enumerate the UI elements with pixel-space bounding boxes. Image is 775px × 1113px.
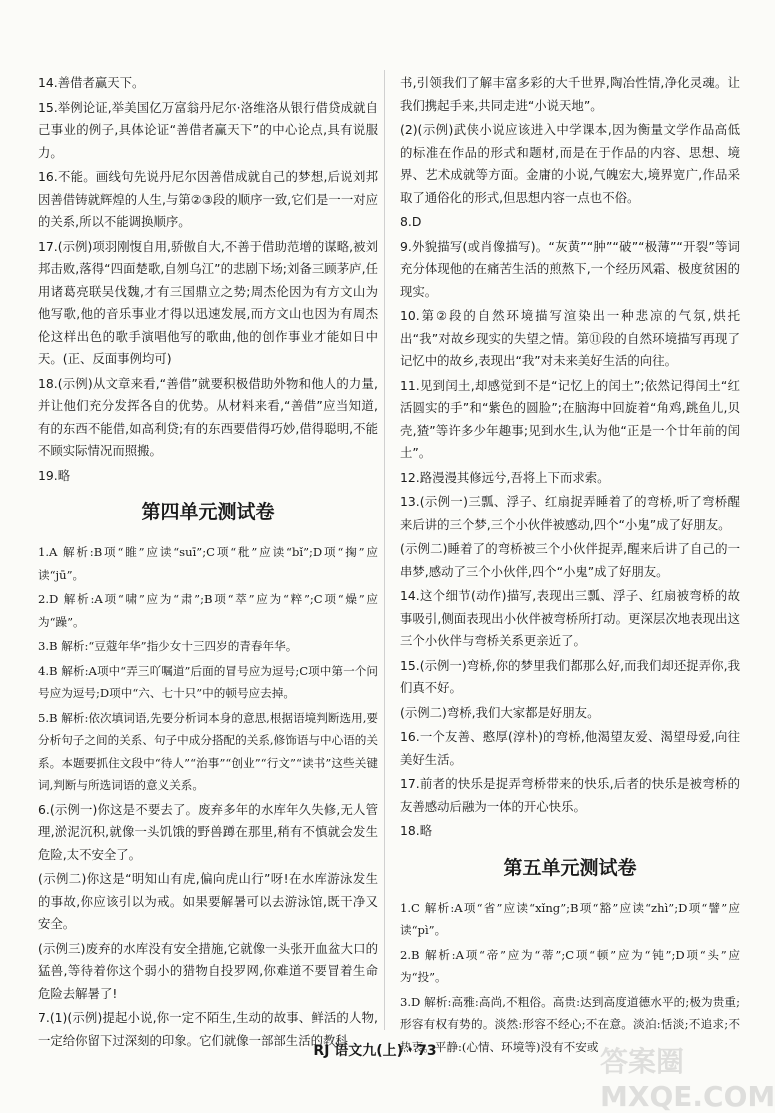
answer-paragraph: 7.(1)(示例)提起小说,你一定不陌生,生动的故事、鲜活的人物,一定给你留下过深刻的印象。它们就像一部部生活的教科 — [38, 1010, 378, 1048]
section-heading: 第四单元测试卷 — [141, 501, 275, 523]
answer-paragraph: (2)(示例)武侠小说应该进入中学课本,因为衡量文学作品高低的标准在作品的形式和题材,而是在于作品的内容、思想、境界、艺术成就等方面。金庸的小说,气魄宏大,境界宽广,作品采取了通俗化的形式,但思想内容一点也不俗。 — [400, 122, 740, 205]
answer-paragraph: 2.B 解析:A项“帝”应为“蒂”;C项“顿”应为“钝”;D项“头”应为“投”。 — [400, 947, 740, 984]
answer-paragraph: 19.略 — [38, 467, 71, 483]
answer-paragraph: 13.(示例一)三瓢、浮子、红扇捉弄睡着了的弯桥,听了弯桥醒来后讲的三个梦,三个小伙伴被感动,四个“小鬼”成了好朋友。 — [400, 494, 740, 532]
answer-paragraph: 1.A 解析:B项“睢”应读“suī”;C项“秕”应读“bǐ”;D项“掬”应读“jū”。 — [38, 545, 378, 582]
answer-paragraph: 9.外貌描写(或肖像描写)。“灰黄”“肿”“破”“极薄”“开裂”等词充分体现他的在痛苦生活的煎熬下,一个经历风霜、极度贫困的现实。 — [400, 238, 740, 299]
answer-paragraph: 2.D 解析:A项“啸”应为“肃”;B项“萃”应为“粹”;C项“燥”应为“躁”。 — [38, 592, 378, 629]
answer-paragraph: 8.D — [400, 214, 422, 229]
answer-paragraph: (示例二)你这是“明知山有虎,偏向虎山行”呀!在水库游泳发生的事故,你应该引以为戒。如果要解暑可以去游泳馆,既干净又安全。 — [38, 871, 378, 931]
answer-paragraph: 5.B 解析:依次填词语,先要分析词本身的意思,根据语境判断选用,要分析句子之间的关系、句子中成分搭配的关系,修饰语与中心语的关系。本题要抓住文段中“待人”“治事”“创业”“行文”“读书”这些关键词,判断与所选词语的意义关系。 — [38, 710, 378, 792]
answer-paragraph: 1.C 解析:A项“省”应读“xǐng”;B项“豁”应读“zhì”;D项“譬”应读“pì”。 — [400, 900, 740, 937]
answer-paragraph: 15.举例论证,举美国亿万富翁丹尼尔·洛维洛从银行借贷成就自己事业的例子,具体论证“善借者赢天下”的中心论点,具有说服力。 — [38, 99, 378, 160]
answer-paragraph: (示例二)睡着了的弯桥被三个小伙伴捉弄,醒来后讲了自己的一串梦,感动了三个小伙伴,四个“小鬼”成了好朋友。 — [400, 541, 740, 579]
answer-paragraph: 3.B 解析:“豆蔻年华”指少女十三四岁的青春年华。 — [38, 639, 298, 653]
column-divider — [384, 70, 385, 1030]
page-footer: RJ 语文九(上)・73 — [313, 1043, 437, 1059]
watermark-logo: 答案圈 MXQE.COM — [600, 1045, 775, 1113]
answer-paragraph: 14.这个细节(动作)描写,表现出三瓢、浮子、红扇被弯桥的故事吸引,侧面表现出小伙伴被弯桥所打动。更深层次地表现出这三个小伙伴与弯桥关系更亲近了。 — [400, 588, 740, 648]
answer-paragraph: (示例二)弯桥,我们大家都是好朋友。 — [400, 704, 600, 720]
left-column — [38, 72, 378, 1054]
right-column — [400, 72, 740, 1060]
answer-paragraph: 6.(示例一)你这是不要去了。废弃多年的水库年久失修,无人管理,淤泥沉积,就像一头饥饿的野兽蹲在那里,稍有不慎就会发生危险,太不安全了。 — [38, 801, 378, 862]
section-heading: 第五单元测试卷 — [503, 856, 637, 879]
answer-paragraph: 12.路漫漫其修远兮,吾将上下而求索。 — [400, 469, 610, 485]
answer-paragraph: 4.B 解析:A项中“弄三吖嘱道”后面的冒号应为逗号;C项中第一个问号应为逗号;D项中“六、七十只”中的顿号应去掉。 — [38, 663, 378, 700]
answer-paragraph: 18.(示例)从文章来看,“善借”就要积极借助外物和他人的力量,并让他们充分发挥各自的优势。从材料来看,“善借”应当知道,有的东西不能借,如高利贷;有的东西要借得巧妙,借得聪明,不能不顾实际情况而照搬。 — [38, 375, 378, 458]
answer-paragraph: (示例三)废弃的水库没有安全措施,它就像一头张开血盆大口的猛兽,等待着你这个弱小的猎物自投罗网,你难道不要冒着生命危险去解暑了! — [38, 940, 378, 1001]
answer-paragraph: 17.(示例)项羽刚愎自用,骄傲自大,不善于借助范增的谋略,被刘邦击败,落得“四面楚歌,自刎乌江”的悲剧下场;刘备三顾茅庐,任用诸葛亮联吴伐魏,才有三国鼎立之势;周杰伦因为有方文山为他写歌,他的音乐事业才得以迅速发展,而方文山也因为有周杰伦这样出色的歌手演唱他写的歌曲,他的创作事业才能如日中天。(正、反面事例均可) — [38, 238, 378, 366]
answer-paragraph: 16.不能。画线句先说丹尼尔因善借成就自己的梦想,后说刘邦因善借铸就辉煌的人生,与第②③段的顺序一致,它们是一一对应的关系,所以不能调换顺序。 — [38, 169, 378, 229]
answer-paragraph: 15.(示例一)弯桥,你的梦里我们都那么好,而我们却还捉弄你,我们真不好。 — [400, 657, 740, 695]
answer-paragraph: 书,引领我们了解丰富多彩的大千世界,陶冶性情,净化灵魂。让我们携起手来,共同走进“小说天地”。 — [400, 75, 740, 113]
answer-paragraph: 11.见到闰土,却感觉到不是“记忆上的闰土”;依然记得闰土“红活圆实的手”和“紫色的圆脸”;在脑海中回旋着“角鸡,跳鱼儿,贝壳,猹”等许多少年趣事;见到水生,认为他“正是一个廿年前的闰土”。 — [400, 377, 740, 460]
answer-paragraph: 14.善借者赢天下。 — [38, 75, 145, 90]
answer-paragraph: 16.一个友善、憨厚(淳朴)的弯桥,他渴望友爱、渴望母爱,向往美好生活。 — [400, 729, 740, 767]
answer-paragraph: 17.前者的快乐是捉弄弯桥带来的快乐,后者的快乐是被弯桥的友善感动后融为一体的开心快乐。 — [400, 776, 740, 814]
answer-paragraph: 10.第②段的自然环境描写渲染出一种悲凉的气氛,烘托出“我”对故乡现实的失望之情。第⑪段的自然环境描写再现了记忆中的故乡,表现出“我”对未来美好生活的向往。 — [400, 308, 740, 368]
answer-paragraph: 18.略 — [400, 823, 433, 838]
answer-paragraph: 3.D 解析:高雅:高尚,不粗俗。高贵:达到高度道德水平的;极为贵重;形容有权有势的。淡然:形容不经心;不在意。淡泊:恬淡;不追求;不热衷。平静:(心情、环境等)没有不安或 — [400, 994, 740, 1054]
